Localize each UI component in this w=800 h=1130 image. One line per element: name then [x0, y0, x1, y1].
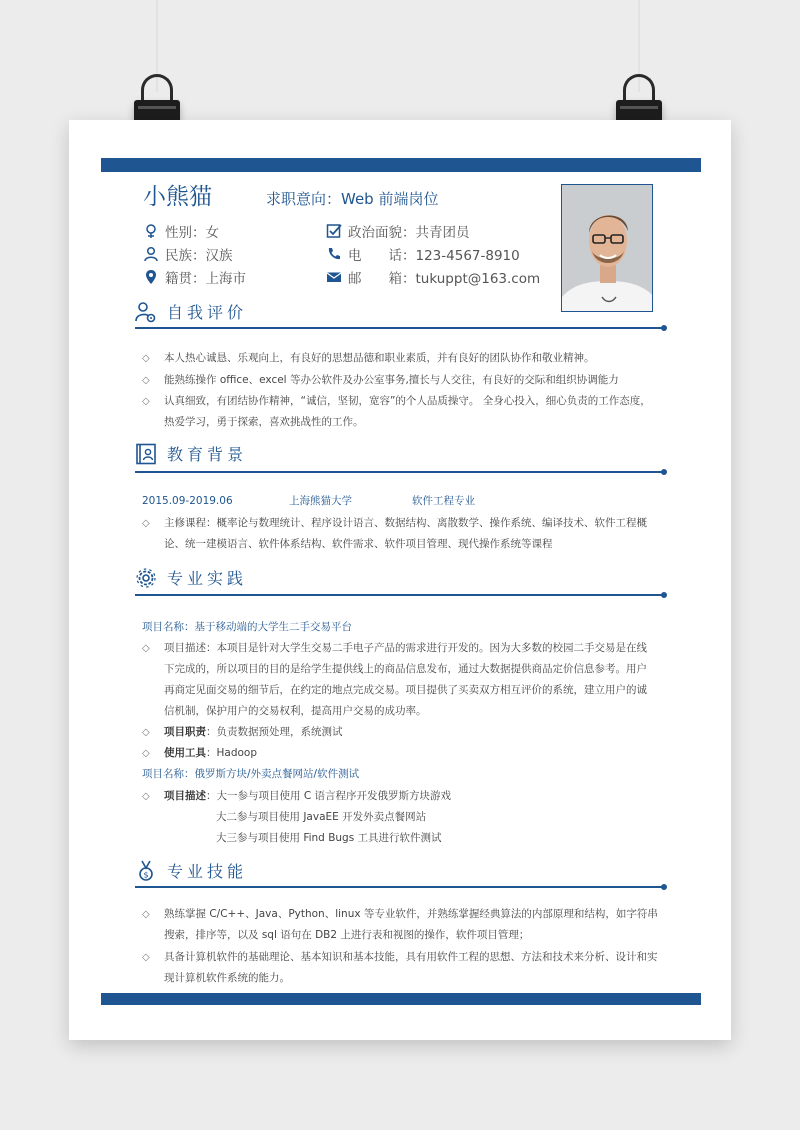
list-item: ◇ 主修课程：概率论与数理统计、程序设计语言、数据结构、离散数学、操作系统、编译技术、软件工程概: [142, 517, 647, 529]
top-accent-bar: [101, 158, 701, 172]
section-title-education-text: 教育背景: [167, 445, 248, 464]
info-phone-label: 电 话：123-4567-8910: [348, 248, 520, 264]
list-item-continuation: 大三参与项目使用 Find Bugs 工具进行软件测试: [216, 832, 442, 844]
info-email-label: 邮 箱：tukuppt@163.com: [348, 271, 541, 287]
phone-icon: [326, 246, 342, 262]
section-divider-dot: [661, 469, 667, 475]
list-item: ◇ 认真细致，有团结协作精神，“诚信，坚韧，宽容”的个人品质操守。 全身心投入，细心负责的工作态度，: [142, 395, 651, 407]
info-ethnicity: [143, 244, 233, 264]
education-major: 软件工程专业: [412, 495, 475, 507]
list-item: ◇ 能熟练操作 office、excel 等办公软件及办公室事务,擅长与人交往，有良好的交际和组织协调能力: [142, 374, 619, 386]
info-hometown: [143, 267, 246, 287]
job-intent: 求职意向：Web 前端岗位: [266, 190, 439, 208]
list-item: ◇ 具备计算机软件的基础理论、基本知识和基本技能，具有用软件工程的思想、方法和技术来分析、设计和实: [142, 951, 658, 963]
project-2-desc-label: 项目描述: [164, 790, 206, 802]
list-item-continuation: 信机制，保护用户的交易权利，提高用户交易的成功率。: [164, 705, 427, 717]
medal-icon: [135, 860, 157, 882]
section-title-self: [135, 300, 247, 323]
list-item-continuation: 再商定见面交易的细节后，在约定的地点完成交易。项目提供了买卖双方相互评价的系统，建立用户的诚: [164, 684, 647, 696]
section-divider: [135, 886, 663, 888]
info-ethnicity-label: 民族：汉族: [165, 248, 233, 264]
list-item-continuation: 搜索，排序等，以及 sql 语句在 DB2 上进行表和视图的操作，软件项目管理；: [164, 929, 530, 941]
list-item: ◇ 使用工具：Hadoop: [142, 747, 258, 759]
section-divider: [135, 594, 663, 596]
profile-photo: [561, 184, 653, 312]
binder-clip-right: [610, 0, 670, 140]
info-politics-label: 政治面貌：共青团员: [348, 225, 470, 241]
list-item-continuation: 现计算机软件系统的能力。: [164, 972, 290, 984]
info-gender-label: 性别：女: [165, 225, 219, 241]
binder-clip-left: [128, 0, 188, 140]
section-divider-dot: [661, 592, 667, 598]
person-icon: [143, 246, 159, 262]
list-item: ◇ 本人热心诚恳、乐观向上，有良好的思想品德和职业素质，并有良好的团队协作和敬业精神。: [142, 352, 595, 364]
section-title-skills-text: 专业技能: [167, 862, 248, 881]
info-email: [326, 267, 540, 287]
info-phone: [326, 244, 520, 264]
list-item-continuation: 大二参与项目使用 JavaEE 开发外卖点餐网站: [216, 811, 427, 823]
resume-sheet: [69, 120, 731, 1040]
location-pin-icon: [143, 269, 159, 285]
education-date: 2015.09-2019.06: [142, 495, 233, 507]
project-2-name: 项目名称：俄罗斯方块/外卖点餐网站/软件测试: [142, 768, 360, 780]
project-tools: ：Hadoop: [206, 747, 258, 759]
list-item-continuation: 热爱学习，勇于探索，喜欢挑战性的工作。: [164, 416, 364, 428]
mail-icon: [326, 269, 342, 285]
info-gender: [143, 221, 219, 241]
section-title-skills: [135, 859, 247, 882]
list-item: ◇ 项目职责：负责数据预处理，系统测试: [142, 726, 343, 738]
project-tools-label: 使用工具: [164, 747, 206, 759]
info-hometown-label: 籍贯：上海市: [165, 271, 246, 287]
checkbox-icon: [326, 223, 342, 239]
list-item: ◇ 项目描述：本项目是针对大学生交易二手电子产品的需求进行开发的。因为大多数的校园二手交易是在线: [142, 642, 647, 654]
bottom-accent-bar: [101, 993, 701, 1005]
candidate-name: 小熊猫: [143, 184, 212, 210]
section-divider-dot: [661, 325, 667, 331]
section-divider: [135, 327, 663, 329]
list-item: ◇ 项目描述：大一参与项目使用 C 语言程序开发俄罗斯方块游戏: [142, 790, 452, 802]
section-title-practice: [135, 566, 247, 589]
section-title-education: [135, 442, 247, 465]
section-divider-dot: [661, 884, 667, 890]
education-school: 上海熊猫大学: [289, 495, 352, 507]
section-title-practice-text: 专业实践: [167, 569, 248, 588]
list-item-continuation: 论、统一建模语言、软件体系结构、软件需求、软件项目管理、现代操作系统等课程: [164, 538, 553, 550]
project-duty: ：负责数据预处理，系统测试: [206, 726, 343, 738]
svg-text:$: $: [143, 870, 149, 879]
section-title-self-text: 自我评价: [167, 303, 248, 322]
project-duty-label: 项目职责: [164, 726, 206, 738]
project-1-name: 项目名称：基于移动端的大学生二手交易平台: [142, 621, 352, 633]
info-politics: [326, 221, 470, 241]
list-item-continuation: 下完成的，所以项目的目的是给学生提供线上的商品信息发布，通过大数据提供商品定价信息参考。用户: [164, 663, 647, 675]
gear-icon: [135, 567, 157, 589]
people-gear-icon: [135, 301, 157, 323]
list-item: ◇ 熟练掌握 C/C++、Java、Python、linux 等专业软件，并熟练掌握经典算法的内部原理和结构，如字符串: [142, 908, 658, 920]
id-card-icon: [135, 443, 157, 465]
section-divider: [135, 471, 663, 473]
female-icon: [143, 223, 159, 239]
